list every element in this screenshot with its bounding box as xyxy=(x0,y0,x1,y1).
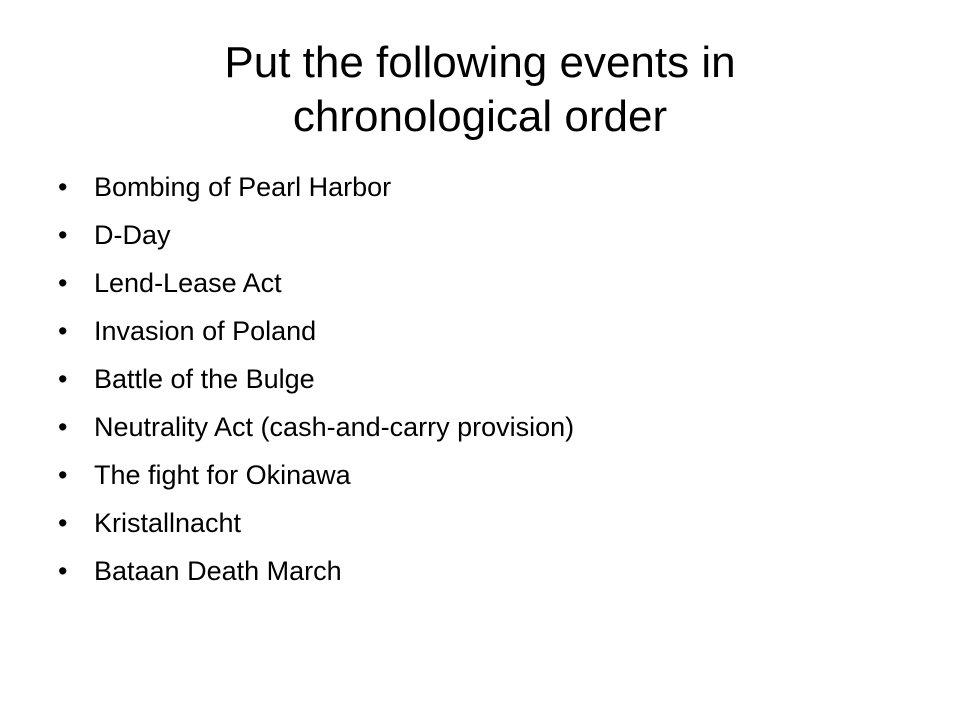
bullet-list xyxy=(58,172,574,604)
list-item-text: Battle of the Bulge xyxy=(94,364,315,394)
list-item xyxy=(58,556,574,586)
list-item xyxy=(58,268,574,298)
bullet-icon: • xyxy=(58,316,68,346)
list-item-text: The fight for Okinawa xyxy=(94,460,351,490)
list-item xyxy=(58,316,574,346)
bullet-icon: • xyxy=(58,556,68,586)
list-item-text: Invasion of Poland xyxy=(94,316,317,346)
bullet-icon: • xyxy=(58,172,68,202)
list-item-text: Neutrality Act (cash-and-carry provision) xyxy=(94,412,575,442)
bullet-icon: • xyxy=(58,460,68,490)
list-item-text: D-Day xyxy=(94,220,171,250)
slide-title: Put the following events in chronological order xyxy=(224,38,736,141)
list-item-text: Bombing of Pearl Harbor xyxy=(94,172,392,202)
list-item-text: Bataan Death March xyxy=(94,556,342,586)
list-item xyxy=(58,508,574,538)
list-item-text: Lend-Lease Act xyxy=(94,268,282,298)
bullet-icon: • xyxy=(58,220,68,250)
list-item xyxy=(58,172,574,202)
list-item xyxy=(58,412,574,442)
bullet-icon: • xyxy=(58,508,68,538)
list-item xyxy=(58,364,574,394)
bullet-icon: • xyxy=(58,268,68,298)
list-item xyxy=(58,460,574,490)
list-item-text: Kristallnacht xyxy=(94,508,242,538)
list-item xyxy=(58,220,574,250)
bullet-icon: • xyxy=(58,364,68,394)
bullet-icon: • xyxy=(58,412,68,442)
